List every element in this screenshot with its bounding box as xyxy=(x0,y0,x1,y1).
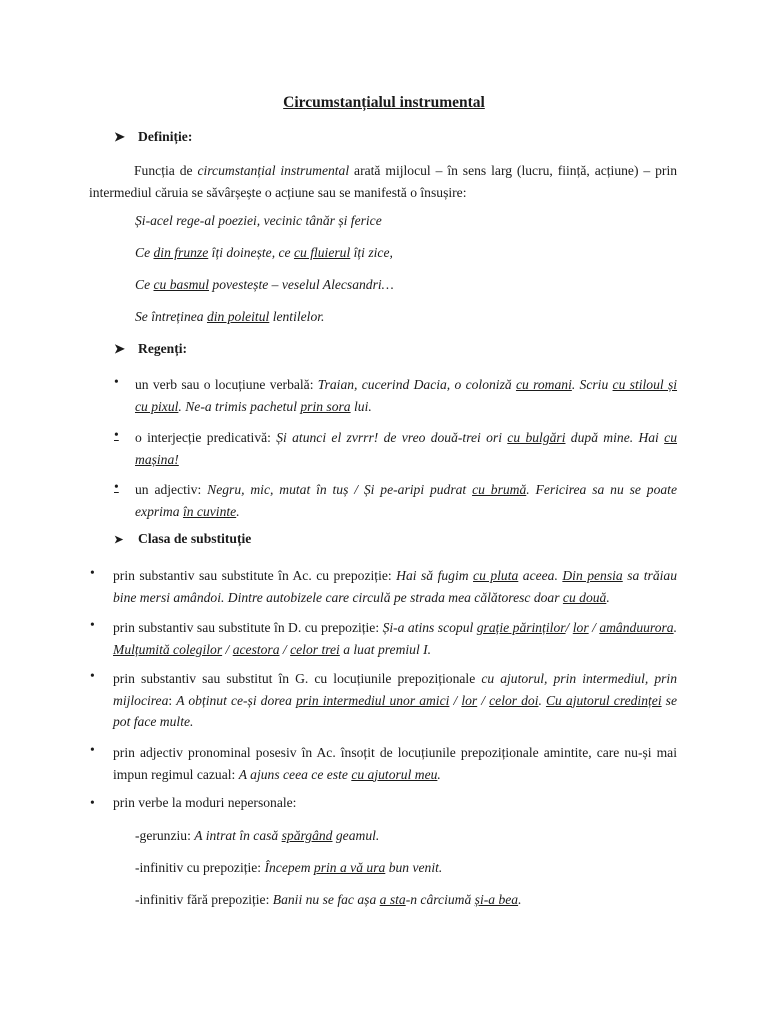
regent-item-adjectiv: un adjectiv: Negru, mic, mutat în tuș / Și pe-aripi pudrat cu brumă. Fericirea sa nu se poate exprima în cuvinte. xyxy=(135,482,677,519)
bullet-icon: • xyxy=(90,617,95,632)
arrow-bullet-icon: ➤ xyxy=(114,534,124,546)
page-title: Circumstanțialul instrumental xyxy=(283,94,485,111)
nepersonal-infinitiv-fara-prepozitie: -infinitiv fără prepoziție: Banii nu se fac așa a sta-n cârciumă și-a bea. xyxy=(135,892,522,907)
section-heading-clasa: ➤ Clasa de substituție xyxy=(114,531,252,546)
bullet-icon: • xyxy=(114,374,119,389)
regent-item-verb: un verb sau o locuțiune verbală: Traian, cucerind Dacia, o coloniză cu romani. Scriu cu stiloul și cu pixul. Ne-a trimis pachetul prin sora lui. xyxy=(135,377,678,414)
arrow-bullet-icon: ➤ xyxy=(114,341,125,356)
nepersonal-infinitiv-cu-prepozitie: -infinitiv cu prepoziție: Începem prin a vă ura bun venit. xyxy=(135,860,443,875)
section-heading-regenti: ➤ Regenți: xyxy=(114,341,188,356)
clasa-item-verbe: prin verbe la moduri nepersonale: xyxy=(113,795,297,810)
bullet-icon: • xyxy=(90,565,95,580)
arrow-bullet-icon: ➤ xyxy=(114,129,125,144)
clasa-item-posesiv: prin adjectiv pronominal posesiv în Ac. însoțit de locuțiunile prepoziționale amintite, care nu-și mai impun regimul cazual: A ajuns ceea ce este cu ajutorul meu. xyxy=(113,745,677,782)
clasa-item-dativ: prin substantiv sau substitute în D. cu prepoziție: Și-a atins scopul grație părinților/ lor / amânduurora. Mulțumită colegilor / acestora / celor trei a luat premiul I. xyxy=(113,620,677,657)
bullet-icon: • xyxy=(90,668,95,683)
section-heading-definitie: ➤ Definiție: xyxy=(114,129,193,144)
regent-item-interjectie: o interjecție predicativă: Și atunci el zvrrr! de vreo două-trei ori cu bulgări după mine. Hai cu mașina! xyxy=(135,430,677,467)
example-line-1: Și-acel rege-al poeziei, vecinic tânăr și ferice xyxy=(135,213,382,228)
bullet-icon: • xyxy=(114,427,119,442)
example-line-2: Ce din frunze îți doinește, ce cu fluierul îți zice, xyxy=(135,245,393,260)
bullet-icon: • xyxy=(90,795,95,810)
nepersonal-gerunziu: -gerunziu: A intrat în casă spărgând geamul. xyxy=(135,828,380,843)
clasa-item-acuzativ: prin substantiv sau substitute în Ac. cu prepoziție: Hai să fugim cu pluta aceea. Din pensia sa trăiau bine mersi amândoi. Dintre autobizele care circulă pe strada mea călătoresc doar cu două. xyxy=(113,568,678,605)
example-line-3: Ce cu basmul povestește – veselul Alecsandri… xyxy=(135,277,394,292)
example-line-4: Se întreținea din poleitul lentilelor. xyxy=(135,309,325,324)
clasa-item-genitiv: prin substantiv sau substitut în G. cu locuțiunile prepoziționale cu ajutorul, prin intermediul, prin mijlocirea: A obținut ce-și dorea prin intermediul unor amici / lor / celor doi. Cu ajutorul credinței se pot face multe. xyxy=(113,671,677,729)
bullet-icon: • xyxy=(114,479,119,494)
bullet-icon: • xyxy=(90,742,95,757)
definition-paragraph: Funcția de circumstanțial instrumental arată mijlocul – în sens larg (lucru, ființă, acțiune) – prin intermediul căruia se săvârșește o acțiune sau se manifestă o însușire: xyxy=(89,163,678,200)
